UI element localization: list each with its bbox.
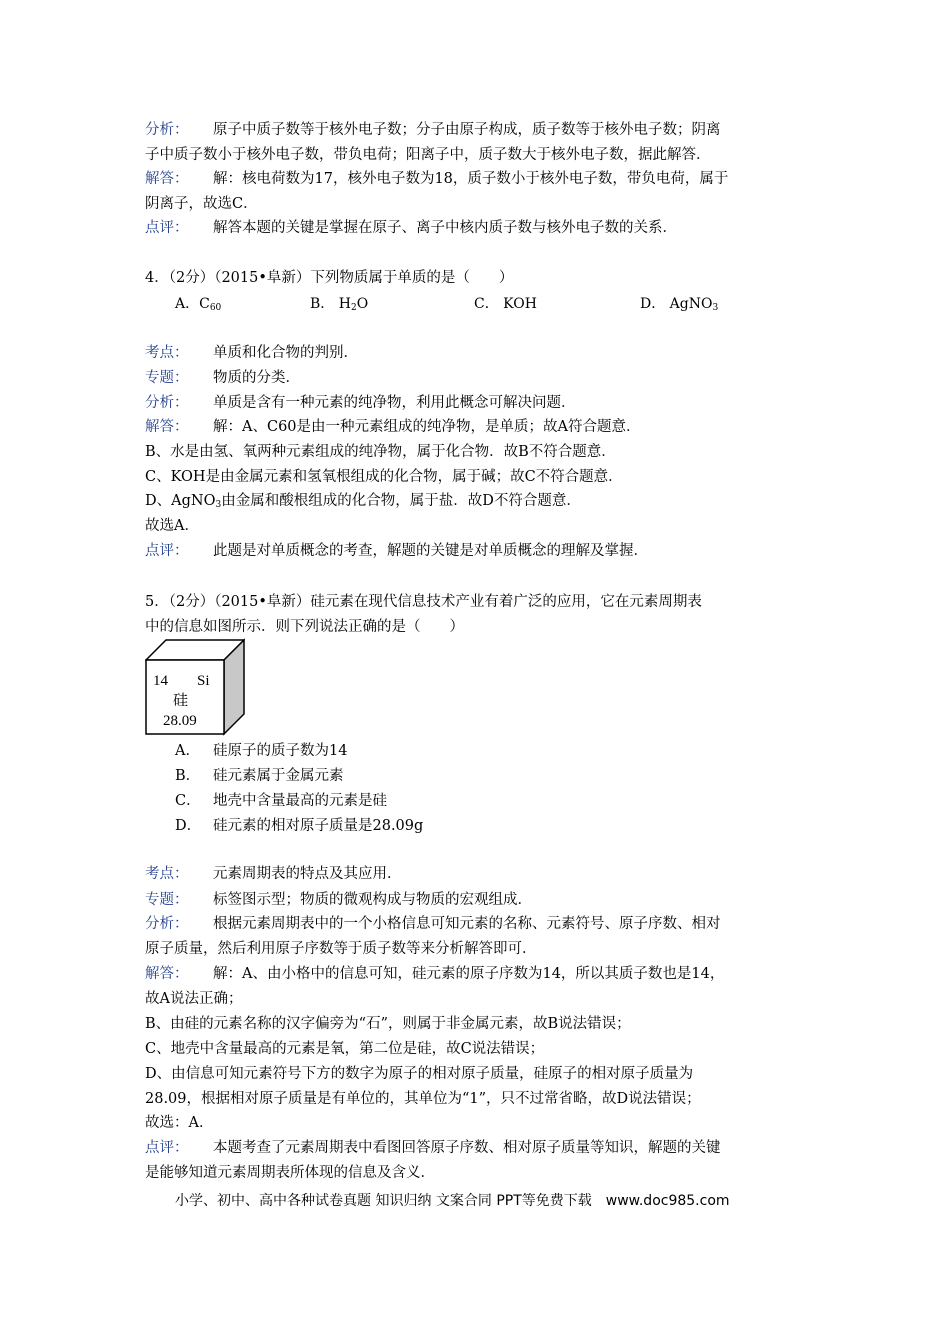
q5-answer-text-1: 解：A、由小格中的信息可知，硅元素的原子序数为14，所以其质子数也是14， xyxy=(213,966,725,982)
q3-answer-label: 解答： xyxy=(145,171,189,187)
q5-answer-text-4: C、地壳中含量最高的元素是氧，第二位是硅，故C说法错误； xyxy=(145,1041,545,1057)
q4-topic-label: 专题： xyxy=(145,370,189,386)
q3-answer-text-2: 阴离子，故选C． xyxy=(145,196,258,212)
q5-stem-2: 中的信息如图所示．则下列说法正确的是（ ） xyxy=(145,619,464,635)
q3-analysis-line-1 xyxy=(145,120,721,140)
element-tile-graphic xyxy=(145,638,245,736)
q5-point-text: 元素周期表的特点及其应用． xyxy=(213,866,402,882)
q5-option-b-letter: B． xyxy=(175,768,201,784)
q5-answer-text-2: 故A说法正确； xyxy=(145,991,243,1007)
q3-comment-line xyxy=(145,218,677,238)
q5-option-d-text: 硅元素的相对原子质量是28.09g xyxy=(213,818,424,834)
q5-analysis-text-1: 根据元素周期表中的一个小格信息可知元素的名称、元素符号、原子序数、相对 xyxy=(213,916,721,932)
q5-option-c-text: 地壳中含量最高的元素是硅 xyxy=(213,793,387,809)
q5-answer-text-5: D、由信息可知元素符号下方的数字为原子的相对原子质量，硅原子的相对原子质量为 xyxy=(145,1066,694,1082)
q4-answer-line-1 xyxy=(145,417,641,437)
q4-topic-line xyxy=(145,368,300,388)
tile-mass: 28.09 xyxy=(163,713,197,729)
q5-comment-text-1: 本题考查了元素周期表中看图回答原子序数、相对原子质量等知识，解题的关键 xyxy=(213,1140,721,1156)
q5-comment-text-2: 是能够知道元素周期表所体现的信息及含义． xyxy=(145,1165,435,1181)
q4-option-d xyxy=(640,294,718,318)
q4-option-a-text: A．C xyxy=(175,296,210,312)
q4-point-label: 考点： xyxy=(145,345,189,361)
q4-answer-text-5: 故选A． xyxy=(145,518,199,534)
q3-analysis-text-1: 原子中质子数等于核外电子数；分子由原子构成，质子数等于核外电子数；阴离 xyxy=(213,122,721,138)
q5-option-b xyxy=(175,766,344,786)
q3-comment-text: 解答本题的关键是掌握在原子、离子中核内质子数与核外电子数的关系． xyxy=(213,220,677,236)
q4-option-a xyxy=(175,294,221,318)
q4-answer-text-1: 解：A、C60是由一种元素组成的纯净物，是单质；故A符合题意． xyxy=(213,419,641,435)
q4-analysis-label: 分析： xyxy=(145,395,189,411)
q5-answer-text-7: 故选：A． xyxy=(145,1115,214,1131)
tile-atomic-number: 14 xyxy=(153,673,168,689)
q4-answer-4-sub: 3 xyxy=(215,500,222,510)
q5-topic-label: 专题： xyxy=(145,892,189,908)
q3-comment-label: 点评： xyxy=(145,220,189,236)
q5-topic-text: 标签图示型；物质的微观构成与物质的宏观组成． xyxy=(213,892,532,908)
q4-analysis-text: 单质是含有一种元素的纯净物，利用此概念可解决问题． xyxy=(213,395,576,411)
q5-answer-line-1 xyxy=(145,964,724,984)
q3-analysis-label: 分析： xyxy=(145,122,189,138)
q4-option-c: C． KOH xyxy=(474,296,537,312)
page-footer: 小学、初中、高中各种试卷真题 知识归纳 文案合同 PPT等免费下载 www.doc985.com xyxy=(175,1193,730,1209)
q5-analysis-text-2: 原子质量，然后利用原子序数等于质子数等来分析解答即可． xyxy=(145,941,537,957)
q5-point-line xyxy=(145,864,402,884)
q4-topic-text: 物质的分类． xyxy=(213,370,300,386)
q4-comment-text: 此题是对单质概念的考查，解题的关键是对单质概念的理解及掌握． xyxy=(213,543,648,559)
q4-point-text: 单质和化合物的判别． xyxy=(213,345,358,361)
q4-option-b xyxy=(310,294,368,318)
q5-option-b-text: 硅元素属于金属元素 xyxy=(213,768,344,784)
q4-analysis-line xyxy=(145,393,576,413)
q5-comment-label: 点评： xyxy=(145,1140,189,1156)
q4-option-a-sub: 60 xyxy=(209,303,222,313)
q5-option-d xyxy=(175,816,423,836)
tile-name: 硅 xyxy=(173,691,189,709)
q4-option-d-sub: 3 xyxy=(712,303,719,313)
tile-symbol: Si xyxy=(197,673,210,689)
q5-option-d-letter: D． xyxy=(175,818,202,834)
q5-option-a xyxy=(175,741,347,761)
q4-comment-line xyxy=(145,541,648,561)
q4-answer-text-2: B、水是由氢、氧两种元素组成的纯净物，属于化合物．故B不符合题意． xyxy=(145,444,616,460)
q5-analysis-line-1 xyxy=(145,914,721,934)
silicon-element-tile xyxy=(145,638,245,736)
q4-option-d-text: D． AgNO xyxy=(640,296,713,312)
q4-point-line xyxy=(145,343,358,363)
q5-topic-line xyxy=(145,890,532,910)
q4-comment-label: 点评： xyxy=(145,543,189,559)
q5-option-c-letter: C． xyxy=(175,793,201,809)
q5-option-a-letter: A． xyxy=(175,743,200,759)
q4-answer-line-4 xyxy=(145,491,581,515)
q4-stem: 4．（2分）（2015•阜新）下列物质属于单质的是（ ） xyxy=(145,270,514,286)
q3-answer-line-1 xyxy=(145,169,728,189)
q4-option-b-sub: 2 xyxy=(350,303,357,313)
q5-analysis-label: 分析： xyxy=(145,916,189,932)
q5-answer-text-3: B、由硅的元素名称的汉字偏旁为“石”，则属于非金属元素，故B说法错误； xyxy=(145,1016,631,1032)
q5-answer-label: 解答： xyxy=(145,966,189,982)
q5-stem-1: 5．（2分）（2015•阜新）硅元素在现代信息技术产业有着广泛的应用，它在元素周期表 xyxy=(145,594,702,610)
q5-option-c xyxy=(175,791,387,811)
q5-option-a-text: 硅原子的质子数为14 xyxy=(213,743,348,759)
q5-point-label: 考点： xyxy=(145,866,189,882)
q4-answer-label: 解答： xyxy=(145,419,189,435)
q5-answer-text-6: 28.09，根据相对原子质量是有单位的，其单位为“1”，只不过常省略，故D说法错误； xyxy=(145,1091,701,1107)
q5-comment-line-1 xyxy=(145,1138,721,1158)
q4-answer-text-3: C、KOH是由金属元素和氢氧根组成的化合物，属于碱；故C不符合题意． xyxy=(145,469,623,485)
q3-answer-text-1: 解：核电荷数为17，核外电子数为18，质子数小于核外电子数，带负电荷，属于 xyxy=(213,171,729,187)
q4-option-b-suffix: O xyxy=(356,296,369,312)
q4-answer-4-prefix: D、AgNO xyxy=(145,493,216,509)
q4-answer-4-suffix: 由金属和酸根组成的化合物，属于盐．故D不符合题意． xyxy=(221,493,581,509)
q3-analysis-text-2: 子中质子数小于核外电子数，带负电荷；阳离子中，质子数大于核外电子数，据此解答． xyxy=(145,147,711,163)
q4-option-b-text: B． H xyxy=(310,296,351,312)
